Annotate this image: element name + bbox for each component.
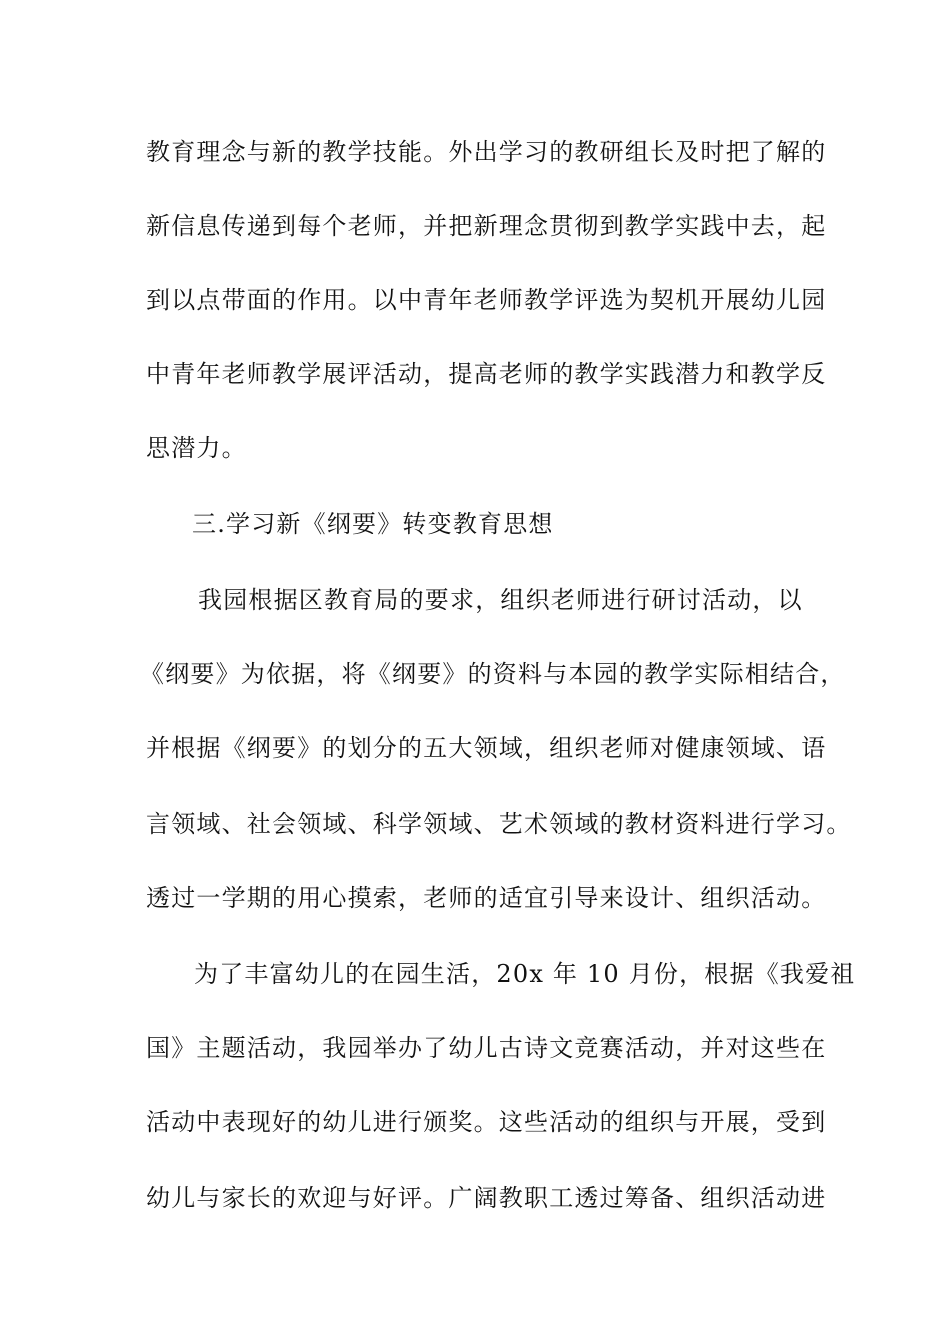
text-line-5: 思潜力。 (146, 434, 247, 462)
text-line-13: 国》主题活动，我园举办了幼儿古诗文竞赛活动，并对这些在 (146, 1034, 827, 1062)
text-line-10: 言领域、社会领域、科学领域、艺术领域的教材资料进行学习。 (146, 810, 852, 838)
text-line-1: 教育理念与新的教学技能。外出学习的教研组长及时把了解的 (146, 138, 827, 166)
text-line-12: 为了丰富幼儿的在园生活，20x 年 10 月份，根据《我爱祖 (194, 960, 856, 988)
text-line-14: 活动中表现好的幼儿进行颁奖。这些活动的组织与开展，受到 (146, 1108, 827, 1136)
text-line-2: 新信息传递到每个老师，并把新理念贯彻到教学实践中去，起 (146, 212, 827, 240)
text-line-3: 到以点带面的作用。以中青年老师教学评选为契机开展幼儿园 (146, 286, 827, 314)
text-line-15: 幼儿与家长的欢迎与好评。广阔教职工透过筹备、组织活动进 (146, 1184, 827, 1212)
text-line-11: 透过一学期的用心摸索，老师的适宜引导来设计、组织活动。 (146, 884, 827, 912)
text-line-7: 我园根据区教育局的要求，组织老师进行研讨活动，以 (198, 586, 803, 614)
text-line-4: 中青年老师教学展评活动，提高老师的教学实践潜力和教学反 (146, 360, 827, 388)
text-line-9: 并根据《纲要》的划分的五大领域，组织老师对健康领域、语 (146, 734, 827, 762)
text-line-8: 《纲要》为依据，将《纲要》的资料与本园的教学实际相结合， (140, 660, 846, 688)
section-heading: 三.学习新《纲要》转变教育思想 (192, 510, 554, 538)
